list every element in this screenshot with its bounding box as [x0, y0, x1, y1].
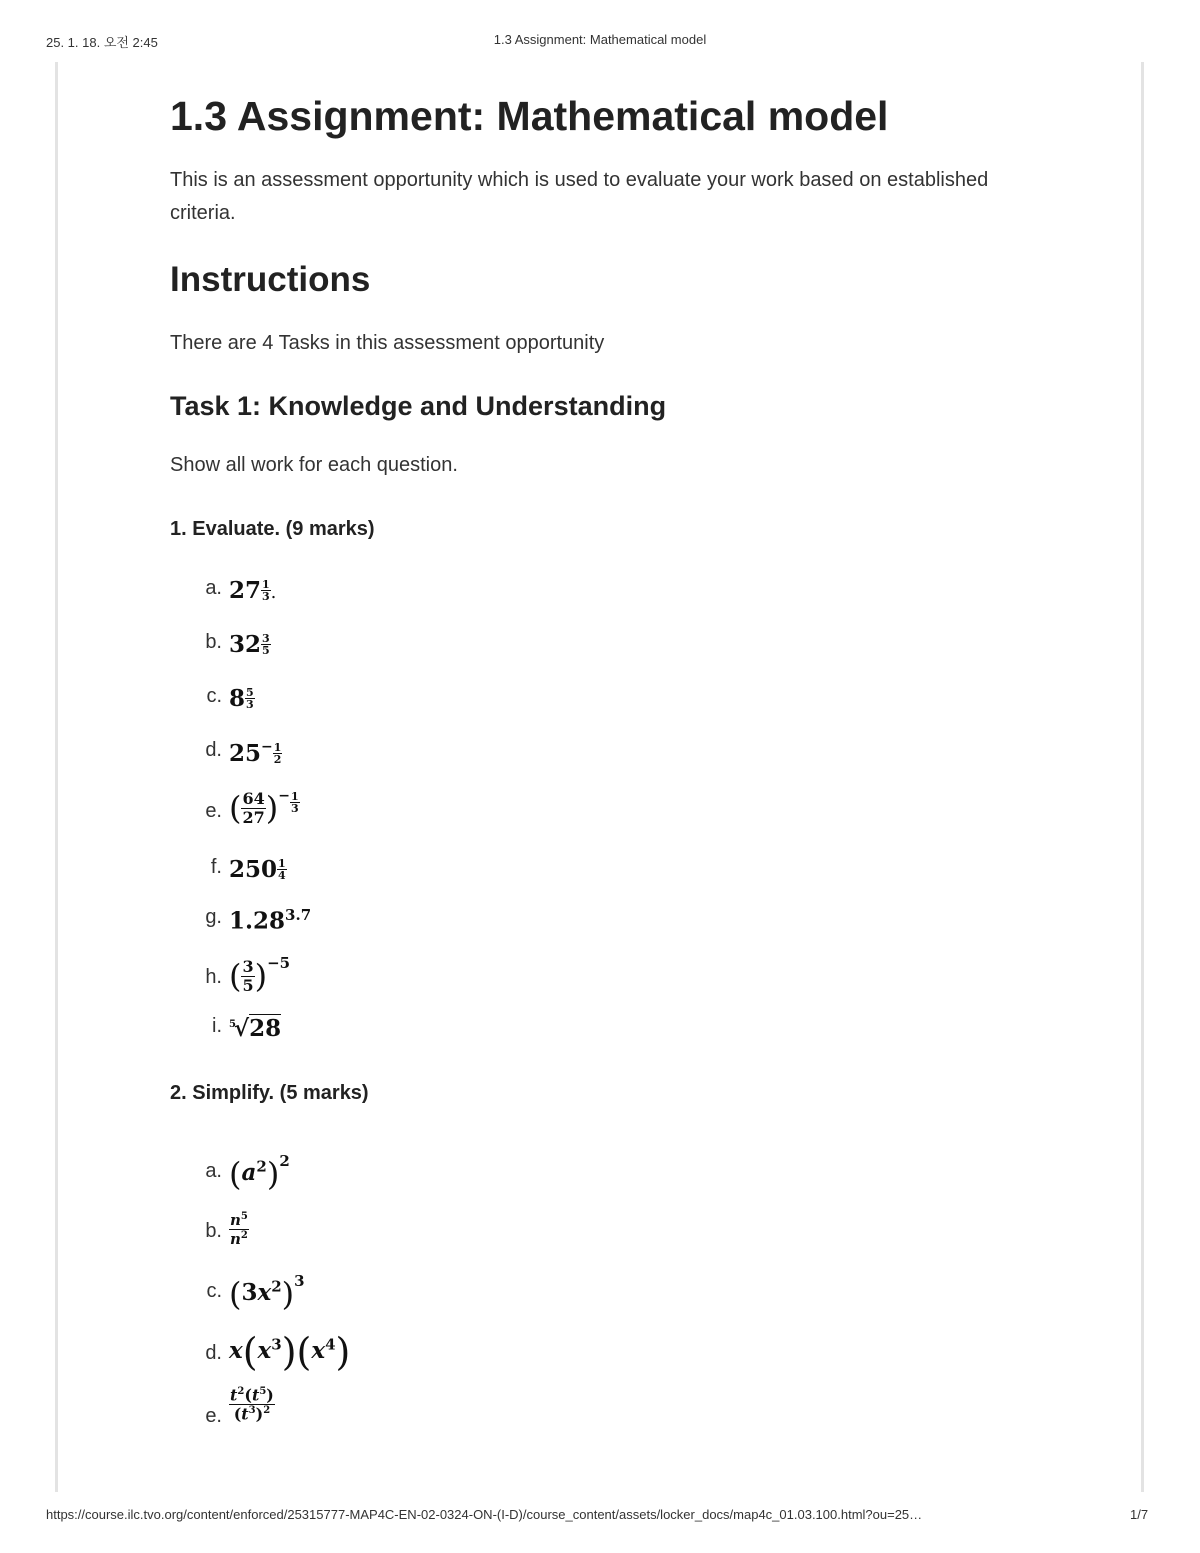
item-label: e.: [205, 800, 222, 822]
math-expression: 8 $\frac{5}{3}$: [229, 685, 254, 712]
math-expression: $x(x^3)(x^4)$: [229, 1330, 351, 1374]
page-title: 1.3 Assignment: Mathematical model: [170, 93, 889, 139]
instructions-heading: Instructions: [170, 260, 371, 299]
print-datetime: 25. 1. 18. 오전 2:45: [46, 35, 158, 50]
print-page-number: 1/7: [1130, 1507, 1149, 1522]
math-expression: 27 $\frac{1}{3}$ .: [229, 577, 277, 604]
item-label: g.: [205, 906, 222, 928]
math-expression: $\frac{t^2(t^5)}{(t^3)^2}$: [230, 1385, 274, 1424]
math-expression: 25− $\frac{1}{2}$: [229, 739, 282, 767]
question-2a: [170, 1154, 570, 1194]
instructions-text: There are 4 Tasks in this assessment opportunity: [170, 332, 605, 354]
question-2d: [170, 1330, 570, 1376]
question-1-heading: 1. Evaluate. (9 marks): [170, 518, 375, 540]
print-url[interactable]: https://course.ilc.tvo.org/content/enforced/25315777-MAP4C-EN-02-0324-ON-(I-D)/course_content/assets/locker_docs/map4c_01.03.100.html?ou=25…: [46, 1507, 923, 1522]
math-expression: $\frac{n^5}{n^2}$: [230, 1211, 248, 1248]
item-label: d.: [205, 739, 222, 761]
question-2c: [170, 1274, 570, 1314]
math-expression: $^5$√28: [229, 1015, 282, 1042]
question-2-heading: 2. Simplify. (5 marks): [170, 1082, 369, 1104]
question-1h: [170, 954, 570, 1000]
item-label: d.: [205, 1342, 222, 1364]
math-expression: ( $\frac{3}{5}$ )$^{-5}$: [229, 954, 291, 995]
question-1g: [170, 906, 570, 946]
question-2b: [170, 1211, 570, 1258]
print-header: [0, 32, 1200, 52]
item-label: e.: [205, 1405, 222, 1427]
math-expression: $(a^2)^2$: [229, 1152, 290, 1193]
intro-paragraph: This is an assessment opportunity which is used to evaluate your work based on established criteria.: [170, 169, 989, 224]
math-expression: $(3x^2)^3$: [229, 1272, 305, 1313]
item-label: i.: [212, 1015, 222, 1037]
item-label: a.: [205, 1160, 222, 1182]
question-1f: [170, 856, 570, 896]
item-label: h.: [205, 966, 222, 988]
question-1d: [170, 739, 570, 779]
question-1b: [170, 631, 570, 671]
question-2e: [170, 1385, 570, 1439]
question-1-list: [170, 542, 1090, 1082]
item-label: c.: [206, 1280, 222, 1302]
item-label: b.: [205, 1220, 222, 1242]
question-2-list: [170, 1106, 1090, 1446]
item-label: f.: [210, 856, 222, 878]
task1-heading: Task 1: Knowledge and Understanding: [170, 391, 667, 421]
print-footer: [0, 1507, 1200, 1527]
math-expression: ( $\frac{64}{27}$ )− $\frac{1}{3}$: [229, 788, 299, 827]
left-border-rule: [55, 62, 58, 1492]
math-expression: 32 $\frac{3}{5}$: [229, 631, 270, 658]
question-1c: [170, 685, 570, 725]
item-label: a.: [205, 577, 222, 599]
question-1i: [170, 1015, 570, 1055]
task1-text: Show all work for each question.: [170, 454, 458, 476]
math-expression: $1.28^{3.7}$: [229, 906, 312, 935]
question-1e: [170, 788, 570, 834]
math-expression: 250 $\frac{1}{4}$: [229, 856, 286, 883]
right-border-rule: [1141, 62, 1144, 1492]
item-label: c.: [206, 685, 222, 707]
print-page-title: 1.3 Assignment: Mathematical model: [493, 32, 707, 47]
document-content: [170, 92, 1090, 1446]
item-label: b.: [205, 631, 222, 653]
question-1a: [170, 577, 570, 617]
